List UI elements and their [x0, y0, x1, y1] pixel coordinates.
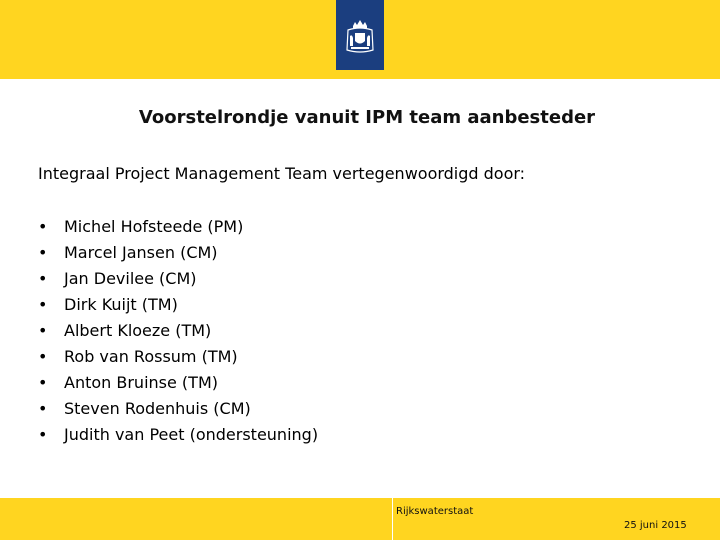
brand-label: Rijkswaterstaat	[396, 506, 474, 517]
member-name: Jan Devilee (CM)	[64, 269, 197, 288]
list-item	[38, 318, 318, 344]
list-item	[38, 292, 318, 318]
intro-text: Integraal Project Management Team vertegenwoordigd door:	[38, 164, 526, 183]
list-item	[38, 240, 318, 266]
bullet-icon: •	[38, 321, 48, 340]
bullet-icon: •	[38, 347, 48, 366]
footer-bar	[0, 498, 720, 540]
bullet-icon: •	[38, 295, 48, 314]
team-member-list	[38, 214, 318, 448]
member-name: Dirk Kuijt (TM)	[64, 295, 178, 314]
royal-coat-of-arms-icon	[336, 0, 384, 70]
list-item	[38, 422, 318, 448]
bullet-icon: •	[38, 373, 48, 392]
slide-title: Voorstelrondje vanuit IPM team aanbesteder	[138, 107, 596, 128]
member-name: Anton Bruinse (TM)	[64, 373, 218, 392]
bullet-icon: •	[38, 399, 48, 418]
logo-band	[336, 0, 384, 70]
member-name: Steven Rodenhuis (CM)	[64, 399, 251, 418]
member-name: Judith van Peet (ondersteuning)	[64, 425, 319, 444]
bullet-icon: •	[38, 217, 48, 236]
member-name: Rob van Rossum (TM)	[64, 347, 238, 366]
list-item	[38, 370, 318, 396]
footer-divider	[392, 498, 393, 540]
member-name: Albert Kloeze (TM)	[64, 321, 212, 340]
member-name: Michel Hofsteede (PM)	[64, 217, 244, 236]
bullet-icon: •	[38, 425, 48, 444]
bullet-icon: •	[38, 243, 48, 262]
bullet-icon: •	[38, 269, 48, 288]
list-item	[38, 214, 318, 240]
slide-date: 25 juni 2015	[624, 520, 687, 531]
list-item	[38, 266, 318, 292]
list-item	[38, 396, 318, 422]
member-name: Marcel Jansen (CM)	[64, 243, 218, 262]
list-item	[38, 344, 318, 370]
